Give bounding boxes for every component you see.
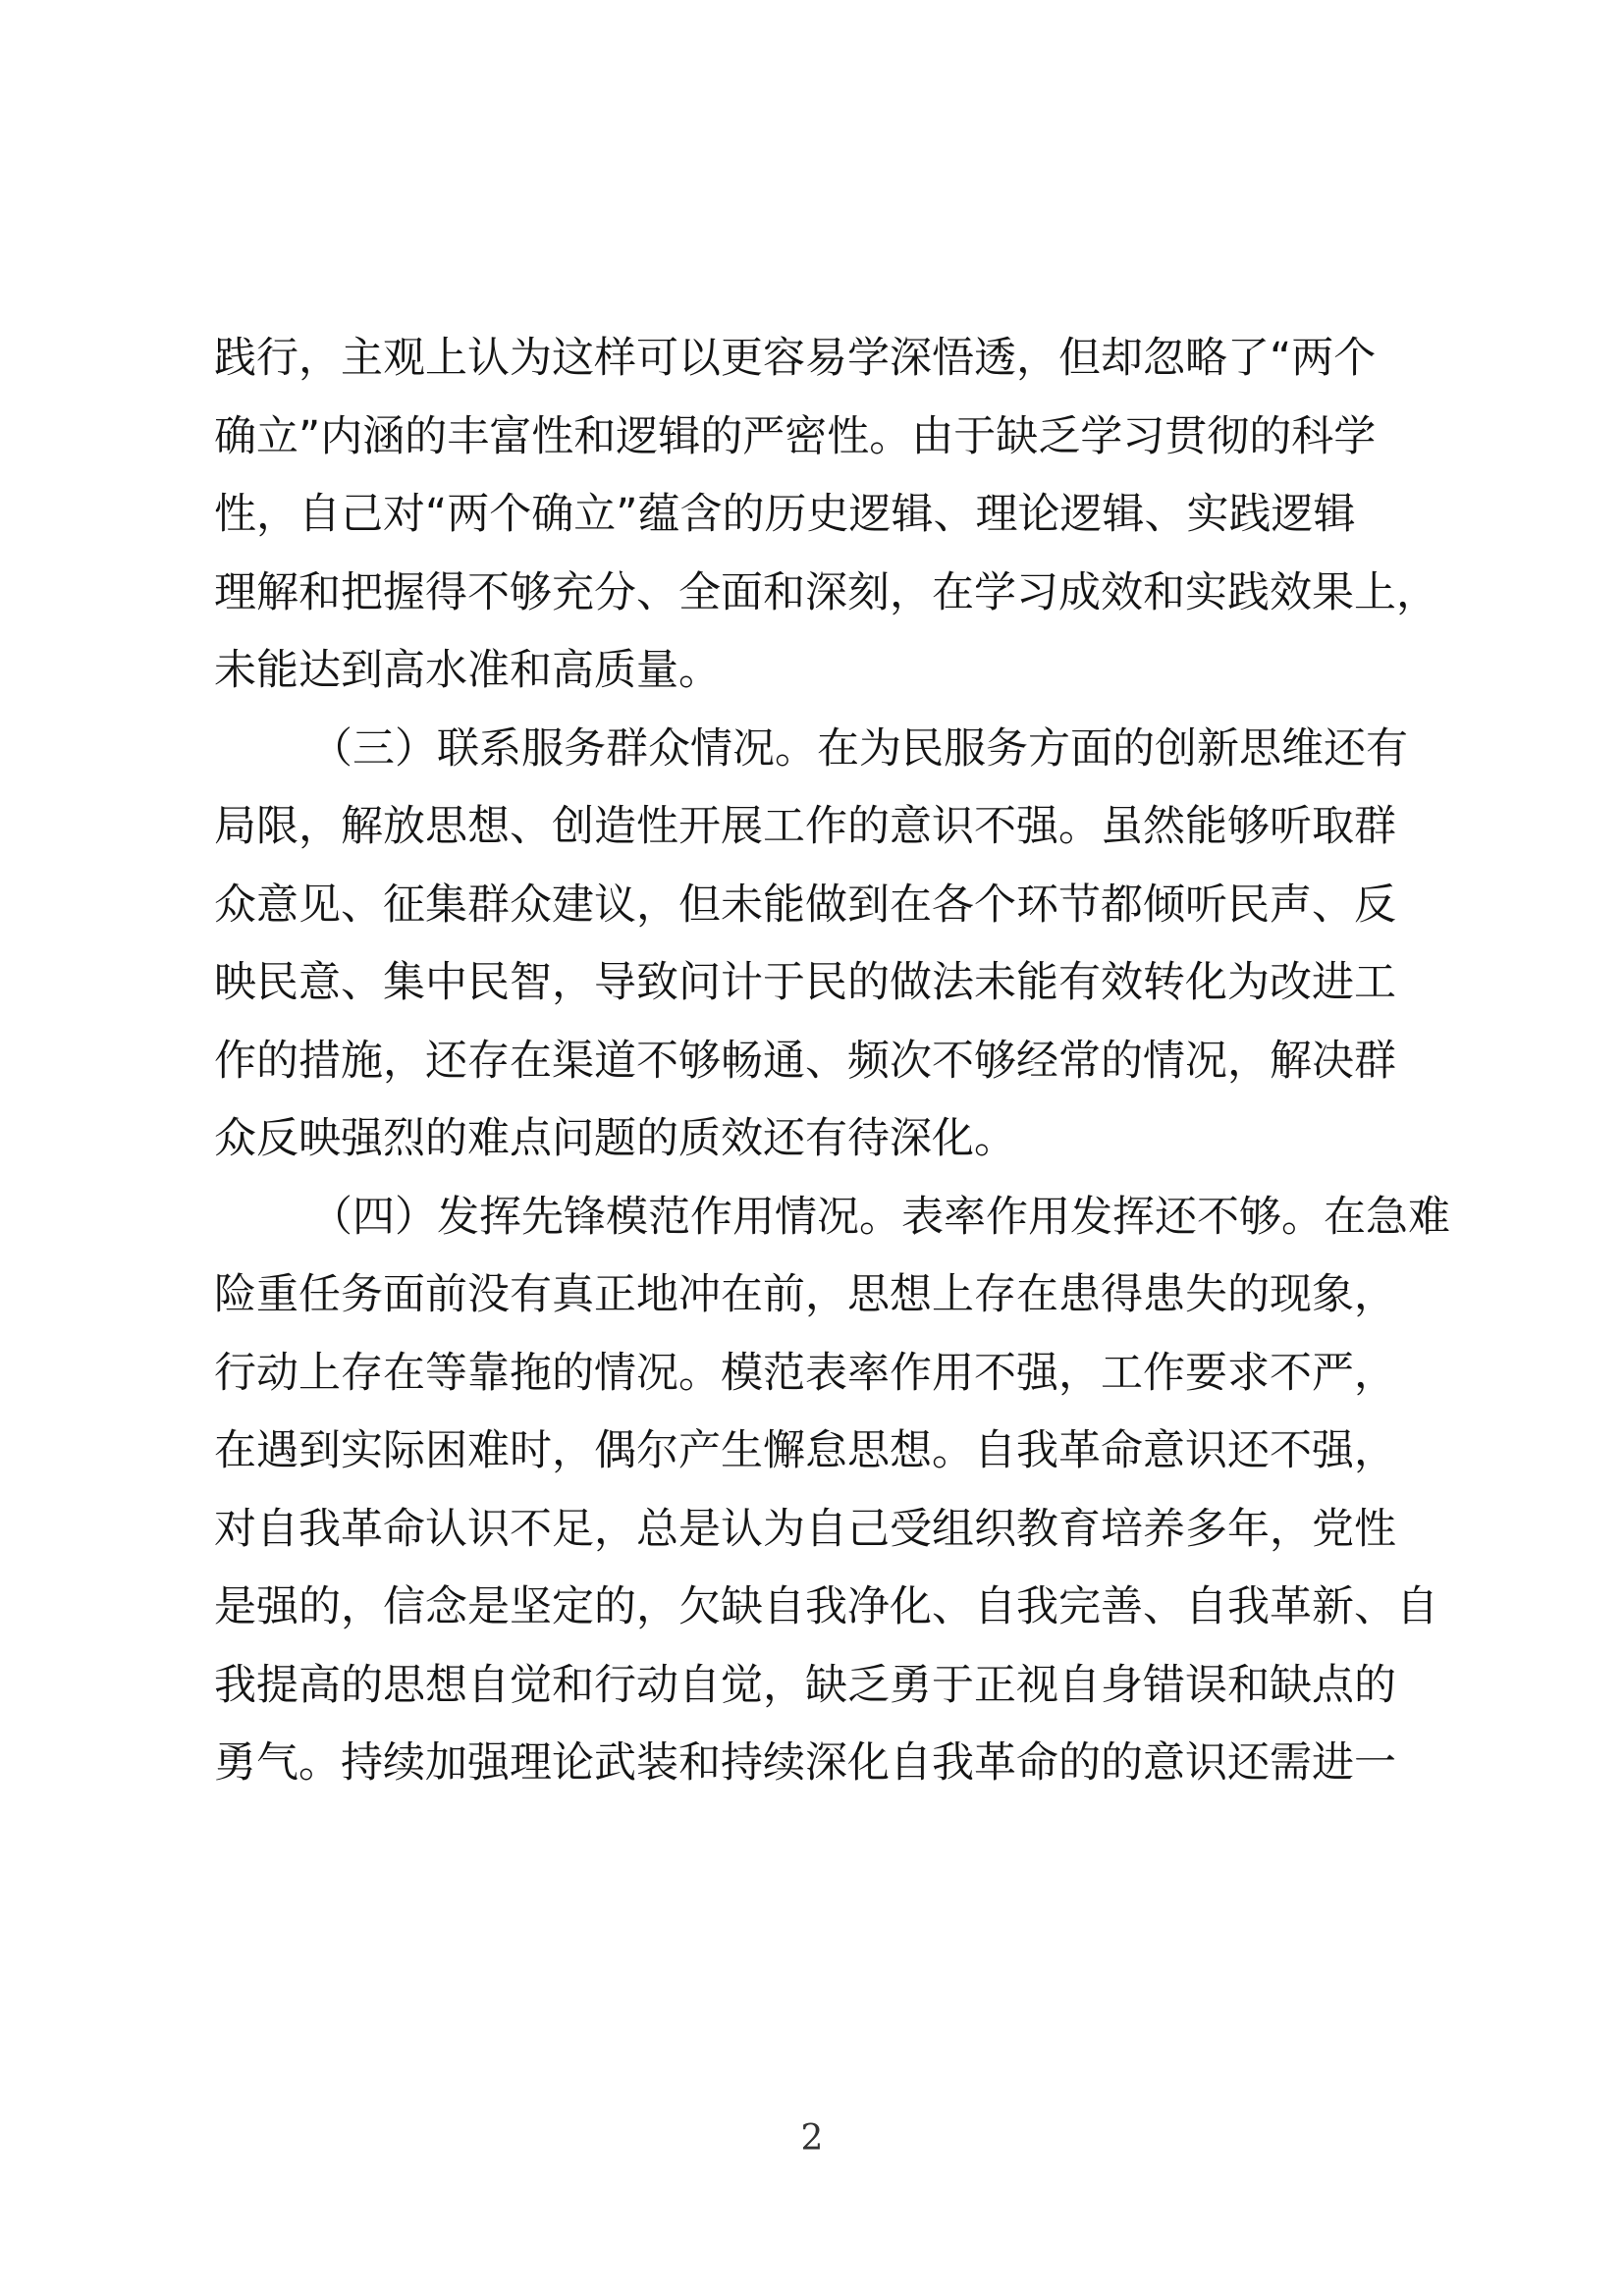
text-line: 理解和把握得不够充分、全面和深刻，在学习成效和实践效果上，	[214, 567, 1438, 617]
text-line: 确立”内涵的丰富性和逻辑的严密性。由于缺乏学习贯彻的科学	[214, 411, 1377, 461]
text-line: 践行，主观上认为这样可以更容易学深悟透，但却忽略了“两个	[214, 334, 1377, 383]
text-line: 对自我革命认识不足，总是认为自己受组织教育培养多年，党性	[214, 1504, 1396, 1554]
text-line: 险重任务面前没有真正地冲在前，思想上存在患得患失的现象，	[214, 1270, 1396, 1319]
text-line: 未能达到高水准和高质量。	[214, 646, 721, 695]
page-number: 2	[800, 2118, 824, 2159]
text-line: 勇气。持续加强理论武装和持续深化自我革命的的意识还需进一	[214, 1738, 1396, 1788]
section-heading-line: （四）发挥先锋模范作用情况。表率作用发挥还不够。在急难	[310, 1192, 1450, 1242]
text-line: 我提高的思想自觉和行动自觉，缺乏勇于正视自身错误和缺点的	[214, 1660, 1396, 1710]
section-heading-line: （三）联系服务群众情况。在为民服务方面的创新思维还有	[310, 723, 1408, 774]
text-line: 映民意、集中民智，导致问计于民的做法未能有效转化为改进工	[214, 958, 1396, 1007]
text-line: 在遇到实际困难时，偶尔产生懈怠思想。自我革命意识还不强，	[214, 1426, 1396, 1475]
text-line: 性，自己对“两个确立”蕴含的历史逻辑、理论逻辑、实践逻辑	[214, 490, 1356, 539]
text-line: 众意见、征集群众建议，但未能做到在各个环节都倾听民声、反	[214, 880, 1396, 930]
body-text	[214, 320, 1450, 1803]
text-line: 作的措施，还存在渠道不够畅通、频次不够经常的情况，解决群	[214, 1036, 1396, 1086]
text-line: 众反映强烈的难点问题的质效还有待深化。	[214, 1114, 1016, 1163]
text-line: 行动上存在等靠拖的情况。模范表率作用不强，工作要求不严，	[214, 1348, 1396, 1398]
text-line: 局限，解放思想、创造性开展工作的意识不强。虽然能够听取群	[214, 802, 1396, 851]
text-line: 是强的，信念是坚定的，欠缺自我净化、自我完善、自我革新、自	[214, 1582, 1438, 1631]
